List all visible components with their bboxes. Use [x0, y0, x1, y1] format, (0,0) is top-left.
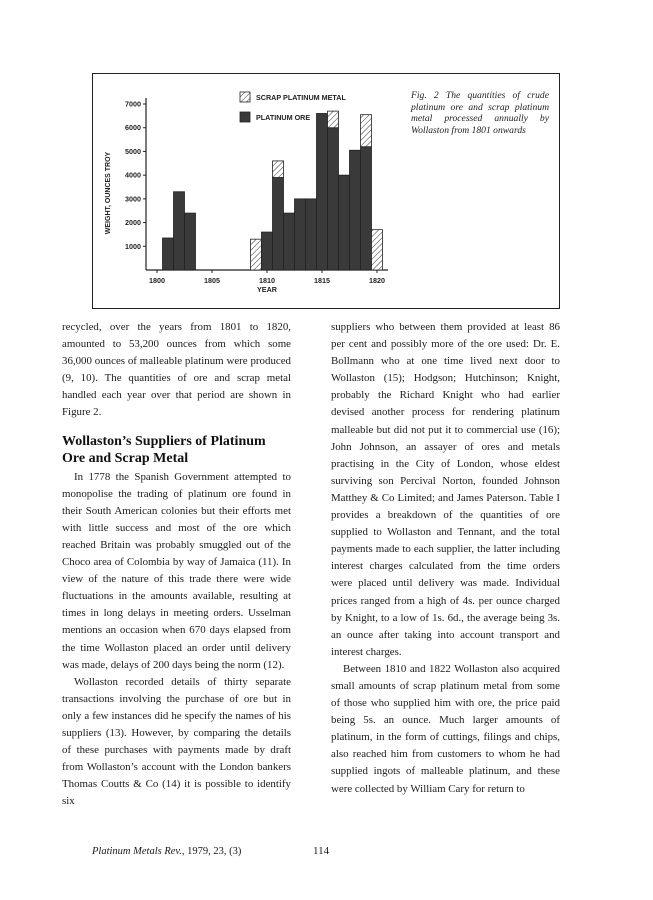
- x-tick-label: 1820: [369, 276, 385, 285]
- bar-scrap: [251, 239, 262, 270]
- y-tick-label: 3000: [125, 194, 141, 204]
- section-heading: Wollaston’s Suppliers of Platinum Ore and Scrap Metal: [62, 433, 266, 466]
- x-axis-label: YEAR: [257, 285, 277, 294]
- bar-ore: [339, 175, 350, 270]
- bar-ore: [350, 150, 361, 270]
- bar-ore: [273, 178, 284, 270]
- figure-2: [92, 73, 560, 309]
- x-tick-label: 1800: [149, 276, 165, 285]
- x-tick-label: 1810: [259, 276, 275, 285]
- legend-label-ore: PLATINUM ORE: [256, 113, 311, 122]
- y-tick-label: 1000: [125, 241, 141, 251]
- paragraph: Wollaston recorded details of thirty separate transactions involving the purchase of ore but in only a few instances did he specify the names of his suppliers (13). However, by comparing the details of these purchases with payments made by draft from Wollaston’s account with the London bankers Thomas Coutts & Co (14) it is possible to identify six: [62, 675, 291, 808]
- x-tick-label: 1815: [314, 276, 330, 285]
- bar-ore: [306, 199, 317, 270]
- legend-swatch-ore: [240, 112, 250, 122]
- bar-ore: [328, 128, 339, 270]
- y-tick-label: 4000: [125, 170, 141, 180]
- paragraph: In 1778 the Spanish Government attempted to monopolise the trading of platinum ore found in their South American colonies but their efforts met with little success and most of the ore which reached Britain was probably smuggled out of the Choco area of Colombia by way of Jamaica (11). In view of the nature of this trade there were wide fluctuations in the amounts available, resulting at times in long delays in meeting orders. Usselman mentions an occasion when 670 days elapsed from the time Wollaston placed an order until delivery was made, delays of 200 days being the norm (12).: [62, 470, 291, 671]
- bar-scrap: [372, 230, 383, 270]
- y-axis-label: WEIGHT, OUNCES TROY: [105, 151, 112, 235]
- bar-scrap: [273, 161, 284, 178]
- page-number: 114: [313, 845, 330, 857]
- journal-name: Platinum Metals Rev.: [92, 846, 182, 857]
- bar-ore: [174, 192, 185, 270]
- bar-ore: [295, 199, 306, 270]
- paragraph: suppliers who between them provided at least 86 per cent and possibly more of the ore used: Dr. E. Bollmann who at one time lived next door to Wollaston (15); Hodgson; Hutchinson; Knight, probably the Richard Knight who had earlier devised another process for rendering platinum malleable but did not put it to commercial use (16); John Johnson, an assayer of ores and metals practising in the City of London, whose eldest surviving son Percival Norton, founded Johnson Matthey & Co Limited; and James Paterson. Table I provides a breakdown of the quantities of ore supplied to Wollaston and Tennant, and the total payments made to each supplier, the latter including interest charges calculated from the time orders were placed until delivery was made. Individual prices ranged from a high of 4s. per ounce charged by Knight, to a low of 1s. 6d., the average being 3s. an ounce after taking into account transport and interest charges.: [331, 321, 560, 658]
- right-column: [331, 319, 560, 798]
- bar-ore: [361, 147, 372, 270]
- y-tick-label: 5000: [125, 146, 141, 156]
- paragraph: recycled, over the years from 1801 to 1820, amounted to 53,200 ounces from which some 36,000 ounces of malleable platinum were produced (9, 10). The quantities of ore and scrap metal handled each year over that period are shown in Figure 2.: [62, 321, 291, 419]
- y-tick-label: 6000: [125, 123, 141, 133]
- bar-ore: [262, 232, 273, 270]
- bar-ore: [185, 213, 196, 270]
- bar-scrap: [328, 111, 339, 128]
- journal-volume: , 1979, 23, (3): [181, 846, 242, 857]
- journal-citation: [92, 846, 241, 857]
- x-tick-label: 1805: [204, 276, 220, 285]
- bar-ore: [284, 213, 295, 270]
- paragraph: Between 1810 and 1822 Wollaston also acquired small amounts of scrap platinum metal from some of those who supplied him with ore, the price paid being 5s. an ounce. Much larger amounts of platinum, in the form of cuttings, filings and chips, also reached him from customers to whom he had supplied ingots of malleable platinum, and these were collected by William Cary for return to: [331, 662, 560, 795]
- figure-caption: Fig. 2 The quantities of crude platinum ore and scrap platinum metal processed annually by Wollaston from 1801 onwards: [411, 90, 549, 136]
- bar-ore: [163, 238, 174, 270]
- legend-swatch-scrap: [240, 92, 250, 102]
- y-tick-label: 2000: [125, 218, 141, 228]
- legend-label-scrap: SCRAP PLATINUM METAL: [256, 93, 346, 102]
- y-tick-label: 7000: [125, 99, 141, 109]
- bar-scrap: [361, 115, 372, 147]
- bar-ore: [317, 113, 328, 270]
- left-column: [62, 319, 291, 810]
